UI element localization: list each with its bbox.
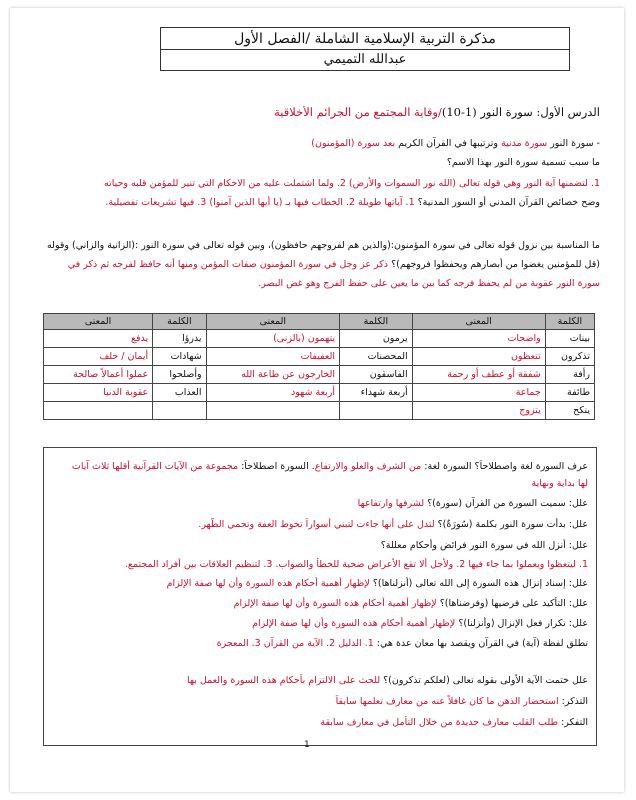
meaning-cell: أربعة شهود — [206, 384, 339, 402]
intro-line-1 — [20, 137, 600, 150]
box-line-9 — [50, 617, 588, 630]
relation-line-1: ما المناسبة بين نزول قوله تعالى في سورة المؤمنون:(والذين هم لفروجهم حافظون)، وبين قوله تعالى في سورة النور :(الزانية والزاني) وقوله — [46, 240, 600, 251]
meaning-cell: يتهمون (بالزنى) — [206, 330, 339, 348]
column-header: الكلمة — [153, 314, 206, 330]
word-cell: تذكرون — [545, 348, 594, 366]
word-cell: شهادات — [153, 348, 206, 366]
meaning-cell: أيمان / حلف — [44, 348, 153, 366]
lesson-title-black: الدرس الأول: سورة النور (1-10) — [441, 106, 600, 119]
lesson-title-red: /وقاية المجتمع من الجرائم الأخلاقية — [274, 106, 442, 119]
box-line-1 — [50, 460, 588, 473]
answer-text: لإظهار أهمية أحكام هذه السورة وأن لها صفة الإلزام — [166, 578, 370, 589]
meaning-cell: يدفع — [44, 330, 153, 348]
column-header: المعنى — [412, 314, 545, 330]
column-header: الكلمة — [545, 314, 594, 330]
box-line-10 — [50, 637, 588, 650]
table-header-row — [44, 314, 595, 330]
word-cell: طائفة — [545, 384, 594, 402]
box-line-7 — [50, 577, 588, 590]
answer-text: لتدل على أنها جاءت لتبني أسواراً تحوط العفة وتحمي الطُّهر. — [198, 519, 435, 530]
meaning-cell: الخارجون عن طاعة الله — [206, 366, 339, 384]
question-text: (قل للمؤمنين يغضوا من أبصارهم ويحفظوا فروجهم)؟ — [388, 259, 600, 270]
box-line-12 — [50, 695, 588, 708]
lesson-title — [20, 106, 600, 119]
word-cell: العذاب — [153, 384, 206, 402]
column-header: المعنى — [44, 314, 153, 330]
box-line-6: 1. ليتعظوا ويعملوا بما جاء فيها 2. ولأجل ألا تقع الأعراض ضحية للخطأ والصواب. 3. لتنظيم العلاقات بين أفراد المجتمع. — [124, 559, 588, 570]
answer-text: من الشرف والعلو والارتفاع — [314, 461, 422, 472]
answer-text: ذكر عز وجل في سورة المؤمنون صفات المؤمن ومنها أنه حافظ لفرجه ثم ذكر في — [67, 259, 389, 270]
author-name: عبدالله التميمي — [323, 52, 407, 67]
word-cell: المحصنات — [340, 348, 413, 366]
meaning-cell: تتعظون — [412, 348, 545, 366]
intro-text: - سورة النور — [547, 138, 600, 149]
word-cell: ينكح — [545, 402, 594, 420]
meaning-cell: عقوبة الدنيا — [44, 384, 153, 402]
word-cell — [340, 402, 413, 420]
word-cell: يرمون — [340, 330, 413, 348]
question-medinan — [20, 196, 600, 209]
question-text: علل: إسناد إنزال هذه السورة إلى الله تعالى (أنزلناها)؟ — [369, 578, 588, 589]
meaning-cell: شفقة أو عطف أو رحمة — [412, 366, 545, 384]
meaning-cell — [206, 402, 339, 420]
intro-highlight: سورة مدنية — [501, 138, 548, 149]
question-text: التفكر: — [558, 717, 588, 728]
table-row — [44, 330, 595, 348]
table-row — [44, 348, 595, 366]
question-text: . السورة اصطلاحاً: — [238, 461, 315, 472]
box-line-5: علل: أنزل الله في سورة النور فرائض وأحكام معللة؟ — [380, 540, 588, 551]
column-header: المعنى — [206, 314, 339, 330]
question-naming: ما سبب تسمية سورة النور بهذا الاسم؟ — [446, 157, 600, 168]
answer-text: 1. آياتها طويلة 2. الخطاب فيها بـ (يا أيها الذين آمنوا) 3. فيها تشريعات تفصيلية. — [105, 197, 415, 208]
question-text: وضح خصائص القرآن المدني أو السور المدنية؟ — [414, 197, 600, 208]
meaning-cell — [44, 402, 153, 420]
answer-text: استحضار الذهن ما كان غافلاً عنه من معارف تعلمها سابقاً — [335, 696, 559, 707]
answer-text: طلب القلب معارف جديدة من خلال التأمل في معارف سابقة — [320, 717, 559, 728]
question-text: علل: بدأت سورة النور بكلمة (سُورَةٌ)؟ — [434, 519, 588, 530]
answer-text: لإظهار أهمية أحكام هذه السورة وأن لها صفة الإلزام — [233, 598, 437, 609]
word-cell: الفاسقون — [340, 366, 413, 384]
answer-text: مجموعة من الآيات القرآنية أقلها ثلاث آيات — [71, 461, 239, 472]
relation-line-3: سورة النور عقوبة من لم يحفظ فرجه كما بين ما يعين على حفظ الفرج وهو غض البصر. — [258, 278, 600, 289]
table-row — [44, 384, 595, 402]
question-text: علل ختمت الآية الأولى بقوله تعالى (لعلكم تذكرون)؟ — [380, 675, 588, 686]
document-title: مذكرة التربية الإسلامية الشاملة /الفصل الأول — [161, 28, 569, 50]
box-line-13 — [50, 716, 588, 729]
question-text: علل: تكرار فعل الإنزال (وأنزلنا)؟ — [455, 618, 588, 629]
meaning-cell: جماعة — [412, 384, 545, 402]
answer-text: 1. الدليل 2. الآية من القرآن 3. المعجزة — [216, 638, 374, 649]
meaning-cell: يتزوج — [412, 402, 545, 420]
word-cell: بينات — [545, 330, 594, 348]
column-header: الكلمة — [340, 314, 413, 330]
box-line-2: لها بداية ونهاية — [531, 478, 588, 489]
meaning-cell: العفيفات — [206, 348, 339, 366]
box-line-4 — [50, 518, 588, 531]
question-text: التذكر: — [558, 696, 588, 707]
question-text: علل: التأكيد على فرضيها (وفرضناها)؟ — [436, 598, 588, 609]
table-row — [44, 366, 595, 384]
answer-text: لشرفها وارتفاعها — [357, 498, 425, 509]
answer-text: لإظهار أهمية أحكام هذه السورة وأن لها صفة الإلزام — [252, 618, 456, 629]
answer-text: للحث على الالتزام بأحكام هذه السورة والعمل بها — [186, 675, 381, 686]
table-row — [44, 402, 595, 420]
word-cell — [153, 402, 206, 420]
question-text: تطلق لفظة (آية) في القرآن ويقصد بها معان عدة هي: — [373, 638, 588, 649]
box-line-11 — [50, 674, 588, 687]
intro-text: وترتيبها في القرآن الكريم — [395, 138, 502, 149]
vocabulary-table — [43, 313, 595, 420]
header-box — [160, 27, 570, 71]
box-line-3 — [50, 497, 588, 510]
meaning-cell: واضحات — [412, 330, 545, 348]
question-text: علل: سميت السورة من القرآن (سورة)؟ — [424, 498, 588, 509]
answer-naming: 1. لتضمنها آية النور وهي قوله تعالى (الله نور السموات والأرض) 2. ولما اشتملت عليه من الاحكام التي تنير للمؤمن قلبه وحياته — [103, 178, 600, 189]
word-cell: أربعة شهداء — [340, 384, 413, 402]
intro-highlight: بعد سورة (المؤمنون) — [311, 138, 396, 149]
box-line-8 — [50, 597, 588, 610]
question-text: عرف السورة لغة واصطلاحاً؟ السورة لغة: — [421, 461, 588, 472]
meaning-cell: عملوا أعمالاً صالحة — [44, 366, 153, 384]
page-number: 1 — [304, 740, 310, 750]
relation-line-2 — [20, 258, 600, 271]
word-cell: وأصلحوا — [153, 366, 206, 384]
word-cell: رأفة — [545, 366, 594, 384]
word-cell: يدرؤا — [153, 330, 206, 348]
